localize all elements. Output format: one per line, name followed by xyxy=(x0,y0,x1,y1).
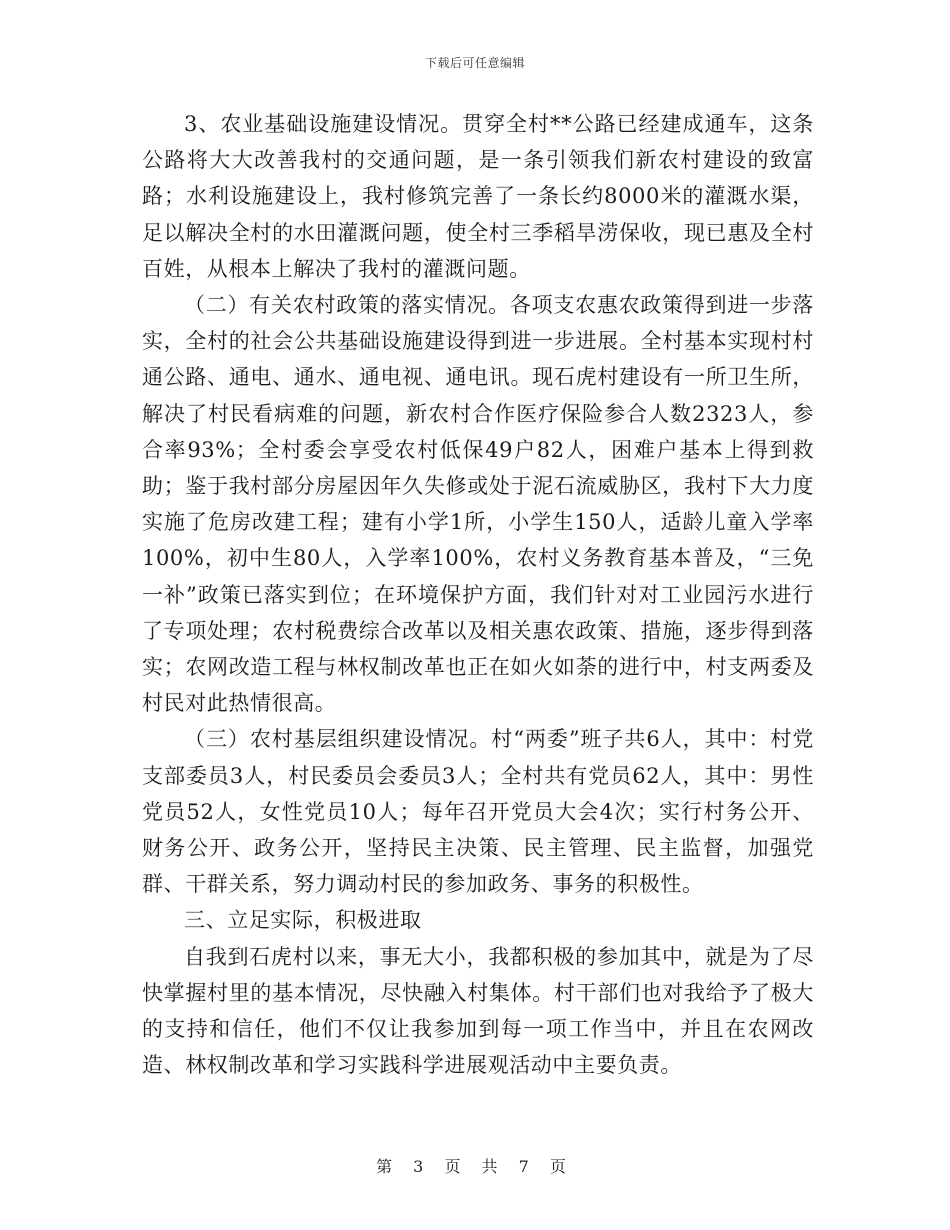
page-number: 第 3 页 共 7 页 xyxy=(376,1157,574,1176)
section-heading: 三、立足实际，积极进取 xyxy=(184,908,422,933)
page-header: 下载后可任意编辑 xyxy=(424,56,525,70)
paragraph-organization: （三）农村基层组织建设情况。村“两委”班子共6人，其中：村党支部委员3人，村民委员会委员3人；全村共有党员62人，其中：男性党员52人，女性党员10人；每年召开党员大会4次；实行村务公开、财务公开、政务公开，坚持民主决策、民主管理、民主监督，加强党群、干群关系，努力调动村民的参加政务、事务的积极性。 xyxy=(142,727,814,897)
paragraph-participation: 自我到石虎村以来，事无大小，我都积极的参加其中，就是为了尽快掌握村里的基本情况，尽快融入村集体。村干部们也对我给予了极大的支持和信任，他们不仅让我参加到每一项工作当中，并且在农网改造、林权制改革和学习实践科学进展观活动中主要负责。 xyxy=(142,944,814,1078)
paragraph-policy: （二）有关农村政策的落实情况。各项支农惠农政策得到进一步落实，全村的社会公共基础设施建设得到进一步进展。全村基本实现村村通公路、通电、通水、通电视、通电讯。现石虎村建设有一所卫生所，解决了村民看病难的问题，新农村合作医疗保险参合人数2323人，参合率93%；全村委会享受农村低保49户82人，困难户基本上得到救助；鉴于我村部分房屋因年久失修或处于泥石流威胁区，我村下大力度实施了危房改建工程；建有小学1所，小学生150人，适龄儿童入学率100%，初中生80人，入学率100%，农村义务教育基本普及，“三免一补”政策已落实到位；在环境保护方面，我们针对对工业园污水进行了专项处理；农村税费综合改革以及相关惠农政策、措施，逐步得到落实；农网改造工程与林权制改革也正在如火如荼的进行中，村支两委及村民对此热情很高。 xyxy=(142,293,814,716)
document-body xyxy=(142,106,814,1083)
paragraph-infrastructure: 3、农业基础设施建设情况。贯穿全村**公路已经建成通车，这条公路将大大改善我村的交通问题，是一条引领我们新农村建设的致富路；水利设施建设上，我村修筑完善了一条长约8000米的灌溉水渠，足以解决全村的水田灌溉问题，使全村三季稻旱涝保收，现已惠及全村百姓，从根本上解决了我村的灌溉问题。 xyxy=(142,112,814,281)
